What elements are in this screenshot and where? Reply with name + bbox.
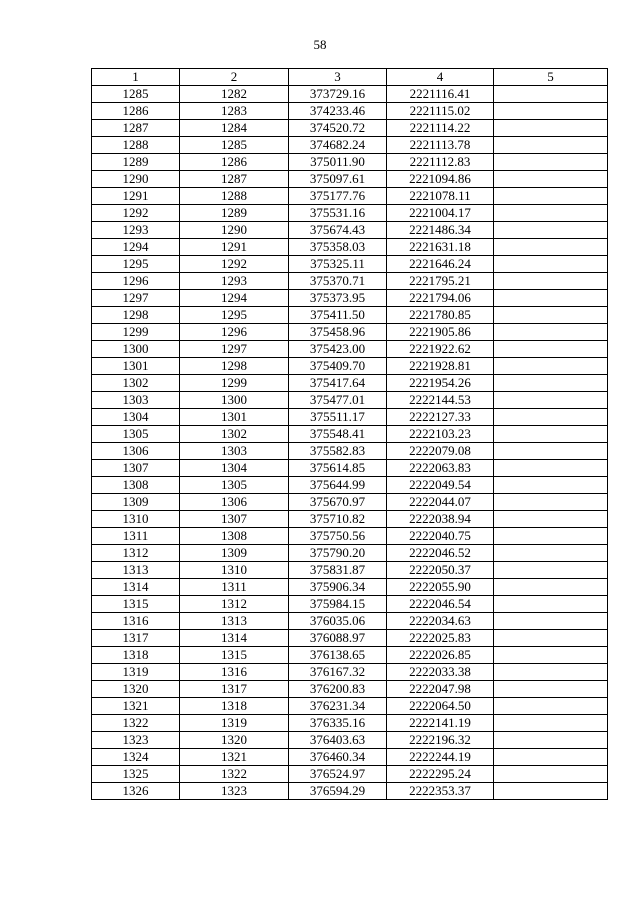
table-cell: 1320 [180,732,289,749]
table-cell: 1315 [92,596,180,613]
table-row [92,698,608,715]
table-cell: 375358.03 [289,239,387,256]
table-cell: 2221922.62 [387,341,494,358]
table-row [92,460,608,477]
table-cell: 376088.97 [289,630,387,647]
table-cell: 2222050.37 [387,562,494,579]
table-cell: 1321 [180,749,289,766]
table-cell: 375511.17 [289,409,387,426]
table-row [92,426,608,443]
table-row [92,562,608,579]
table-cell: 1321 [92,698,180,715]
table-row [92,137,608,154]
table-cell: 375831.87 [289,562,387,579]
table-cell: 376594.29 [289,783,387,800]
table-cell: 1286 [180,154,289,171]
table-cell: 1318 [180,698,289,715]
table-cell: 1300 [180,392,289,409]
table-row [92,154,608,171]
table-row [92,715,608,732]
table-cell: 1319 [92,664,180,681]
table-cell: 2222025.83 [387,630,494,647]
table-cell: 376035.06 [289,613,387,630]
table-cell: 2221905.86 [387,324,494,341]
table-cell: 2221113.78 [387,137,494,154]
table-cell: 1292 [92,205,180,222]
table-cell: 1289 [180,205,289,222]
table-cell [494,290,608,307]
table-row [92,528,608,545]
table-cell [494,307,608,324]
table-cell: 375674.43 [289,222,387,239]
table-cell: 1289 [92,154,180,171]
table-cell [494,120,608,137]
table-cell: 1302 [180,426,289,443]
column-header: 1 [92,69,180,86]
table-cell: 1297 [92,290,180,307]
table-cell: 2221114.22 [387,120,494,137]
table-cell: 2222079.08 [387,443,494,460]
table-row [92,511,608,528]
table-cell: 375670.97 [289,494,387,511]
table-row [92,239,608,256]
table-cell [494,494,608,511]
table-cell [494,256,608,273]
table-cell: 375644.99 [289,477,387,494]
table-cell: 1314 [180,630,289,647]
table-row [92,664,608,681]
table-cell [494,375,608,392]
table-cell: 1308 [92,477,180,494]
table-cell: 376335.16 [289,715,387,732]
table-cell: 1294 [180,290,289,307]
table-cell: 1298 [180,358,289,375]
table-cell [494,426,608,443]
table-cell: 375417.64 [289,375,387,392]
table-cell: 374520.72 [289,120,387,137]
table-cell: 375458.96 [289,324,387,341]
table-cell [494,596,608,613]
table-cell: 375373.95 [289,290,387,307]
table-cell: 2222049.54 [387,477,494,494]
table-cell [494,409,608,426]
table-cell: 1323 [92,732,180,749]
table-row [92,783,608,800]
table-cell [494,205,608,222]
table-row [92,256,608,273]
table-cell: 1297 [180,341,289,358]
table-cell [494,86,608,103]
table-cell [494,460,608,477]
table-cell: 2222046.52 [387,545,494,562]
table-cell: 2221116.41 [387,86,494,103]
table-cell: 375984.15 [289,596,387,613]
table-cell: 1319 [180,715,289,732]
table-cell: 1309 [92,494,180,511]
table-cell: 1320 [92,681,180,698]
table-cell: 1309 [180,545,289,562]
table-cell [494,698,608,715]
table-cell: 375582.83 [289,443,387,460]
table-cell: 374682.24 [289,137,387,154]
table-cell: 1318 [92,647,180,664]
table-cell [494,732,608,749]
table-cell: 2221954.26 [387,375,494,392]
table-cell: 1310 [180,562,289,579]
table-cell: 1307 [92,460,180,477]
table-cell [494,239,608,256]
table-row [92,613,608,630]
table-row [92,579,608,596]
table-cell: 1302 [92,375,180,392]
table-cell: 2222064.50 [387,698,494,715]
table-row [92,188,608,205]
coordinates-table [91,68,608,800]
table-row [92,596,608,613]
table-cell: 1293 [92,222,180,239]
table-cell: 2221928.81 [387,358,494,375]
table-cell [494,103,608,120]
table-cell [494,783,608,800]
table-cell: 1299 [180,375,289,392]
table-cell: 2222026.85 [387,647,494,664]
table-cell [494,222,608,239]
table-row [92,443,608,460]
table-cell: 2222144.53 [387,392,494,409]
table-cell: 1306 [180,494,289,511]
table-cell: 375710.82 [289,511,387,528]
table-cell: 2222295.24 [387,766,494,783]
table-cell: 2221646.24 [387,256,494,273]
table-cell: 2222040.75 [387,528,494,545]
table-cell: 1303 [92,392,180,409]
table-cell: 2222141.19 [387,715,494,732]
table-cell: 2222353.37 [387,783,494,800]
column-header: 2 [180,69,289,86]
table-cell: 1296 [92,273,180,290]
table-cell: 2221115.02 [387,103,494,120]
table-row [92,86,608,103]
table-cell: 375790.20 [289,545,387,562]
table-cell [494,137,608,154]
table-cell: 1305 [180,477,289,494]
table-cell [494,579,608,596]
table-row [92,273,608,290]
table-row [92,647,608,664]
table-cell: 1290 [180,222,289,239]
table-cell: 2222196.32 [387,732,494,749]
table-cell: 1290 [92,171,180,188]
table-cell: 2221631.18 [387,239,494,256]
table-row [92,103,608,120]
table-row [92,358,608,375]
table-cell: 1312 [180,596,289,613]
table-cell [494,613,608,630]
table-cell: 1317 [180,681,289,698]
table-cell: 2222046.54 [387,596,494,613]
table-cell: 375423.00 [289,341,387,358]
table-cell [494,528,608,545]
table-cell: 2222103.23 [387,426,494,443]
table-cell: 2221794.06 [387,290,494,307]
table-cell: 2222034.63 [387,613,494,630]
table-cell [494,171,608,188]
table-cell: 1303 [180,443,289,460]
table-cell: 2221078.11 [387,188,494,205]
table-cell: 2222044.07 [387,494,494,511]
table-cell: 1295 [180,307,289,324]
table-cell [494,324,608,341]
table-row [92,324,608,341]
column-header: 5 [494,69,608,86]
table-row [92,307,608,324]
table-cell: 2222033.38 [387,664,494,681]
table-row [92,222,608,239]
table-cell [494,664,608,681]
column-header: 4 [387,69,494,86]
table-cell: 375325.11 [289,256,387,273]
table-cell: 375477.01 [289,392,387,409]
table-cell: 1285 [180,137,289,154]
table-body [92,86,608,800]
table-cell: 1304 [180,460,289,477]
table-cell: 1324 [92,749,180,766]
page-number: 58 [313,37,327,52]
table-cell: 1316 [92,613,180,630]
table-cell: 1313 [180,613,289,630]
table-cell: 1301 [180,409,289,426]
table-cell [494,630,608,647]
table-cell: 1288 [180,188,289,205]
table-cell: 375906.34 [289,579,387,596]
table-row [92,749,608,766]
table-cell: 1305 [92,426,180,443]
table-cell [494,545,608,562]
table-cell: 1291 [180,239,289,256]
column-header: 3 [289,69,387,86]
table-cell: 375011.90 [289,154,387,171]
table-row [92,375,608,392]
table-cell [494,358,608,375]
table-cell: 1311 [92,528,180,545]
table-cell: 1287 [180,171,289,188]
table-row [92,205,608,222]
table-row [92,630,608,647]
table-cell: 1292 [180,256,289,273]
table-row [92,341,608,358]
table-row [92,732,608,749]
table-cell: 375409.70 [289,358,387,375]
table-cell: 1293 [180,273,289,290]
table-header-row [92,69,608,86]
table-cell: 1283 [180,103,289,120]
table-cell [494,766,608,783]
table-row [92,409,608,426]
table-cell: 376460.34 [289,749,387,766]
table-cell: 1325 [92,766,180,783]
table-cell [494,443,608,460]
table-cell: 1294 [92,239,180,256]
table-cell: 2222038.94 [387,511,494,528]
table-cell: 374233.46 [289,103,387,120]
table-cell: 1316 [180,664,289,681]
table-cell: 376167.32 [289,664,387,681]
table-cell: 1307 [180,511,289,528]
table-cell: 376524.97 [289,766,387,783]
table-cell [494,188,608,205]
table-cell [494,681,608,698]
table-cell: 1313 [92,562,180,579]
table-cell [494,562,608,579]
table-row [92,120,608,137]
table-cell: 1288 [92,137,180,154]
table-cell: 375531.16 [289,205,387,222]
table-cell: 375548.41 [289,426,387,443]
table-cell: 376138.65 [289,647,387,664]
table-cell: 376231.34 [289,698,387,715]
table-cell: 1285 [92,86,180,103]
table-row [92,545,608,562]
table-cell: 1326 [92,783,180,800]
table-cell: 375750.56 [289,528,387,545]
table-cell [494,647,608,664]
table-cell: 2222127.33 [387,409,494,426]
table-cell: 375097.61 [289,171,387,188]
table-cell: 1291 [92,188,180,205]
table-cell: 1299 [92,324,180,341]
table-cell [494,273,608,290]
table-cell [494,511,608,528]
table-cell: 1282 [180,86,289,103]
table-row [92,766,608,783]
table-cell: 1314 [92,579,180,596]
table-cell: 1295 [92,256,180,273]
table-cell: 2222244.19 [387,749,494,766]
table-cell: 1322 [180,766,289,783]
table-cell: 2221486.34 [387,222,494,239]
table-cell: 2222047.98 [387,681,494,698]
table-cell: 2221004.17 [387,205,494,222]
table-cell: 1311 [180,579,289,596]
table-cell: 375177.76 [289,188,387,205]
table-cell: 1322 [92,715,180,732]
table-cell: 2221780.85 [387,307,494,324]
table-row [92,392,608,409]
table-cell: 2221795.21 [387,273,494,290]
table-row [92,290,608,307]
table-cell: 1306 [92,443,180,460]
table-cell: 1315 [180,647,289,664]
table-cell: 1298 [92,307,180,324]
table-cell [494,715,608,732]
table-row [92,681,608,698]
table-cell: 1310 [92,511,180,528]
table-cell: 376403.63 [289,732,387,749]
table-cell: 1308 [180,528,289,545]
table-cell [494,154,608,171]
table-row [92,494,608,511]
table-cell: 375411.50 [289,307,387,324]
table-cell [494,341,608,358]
table-cell: 2221094.86 [387,171,494,188]
table-cell: 2221112.83 [387,154,494,171]
table-cell: 2222063.83 [387,460,494,477]
table-cell: 1304 [92,409,180,426]
table-cell: 1296 [180,324,289,341]
table-cell: 375370.71 [289,273,387,290]
table-cell: 375614.85 [289,460,387,477]
table-cell [494,749,608,766]
table-cell: 1317 [92,630,180,647]
table-cell: 1323 [180,783,289,800]
table-cell: 1300 [92,341,180,358]
table-cell: 1284 [180,120,289,137]
table-cell [494,392,608,409]
table-cell: 376200.83 [289,681,387,698]
table-cell [494,477,608,494]
table-cell: 2222055.90 [387,579,494,596]
table-cell: 1312 [92,545,180,562]
table-row [92,477,608,494]
table-cell: 1287 [92,120,180,137]
table-cell: 373729.16 [289,86,387,103]
table-row [92,171,608,188]
table-cell: 1286 [92,103,180,120]
table-cell: 1301 [92,358,180,375]
